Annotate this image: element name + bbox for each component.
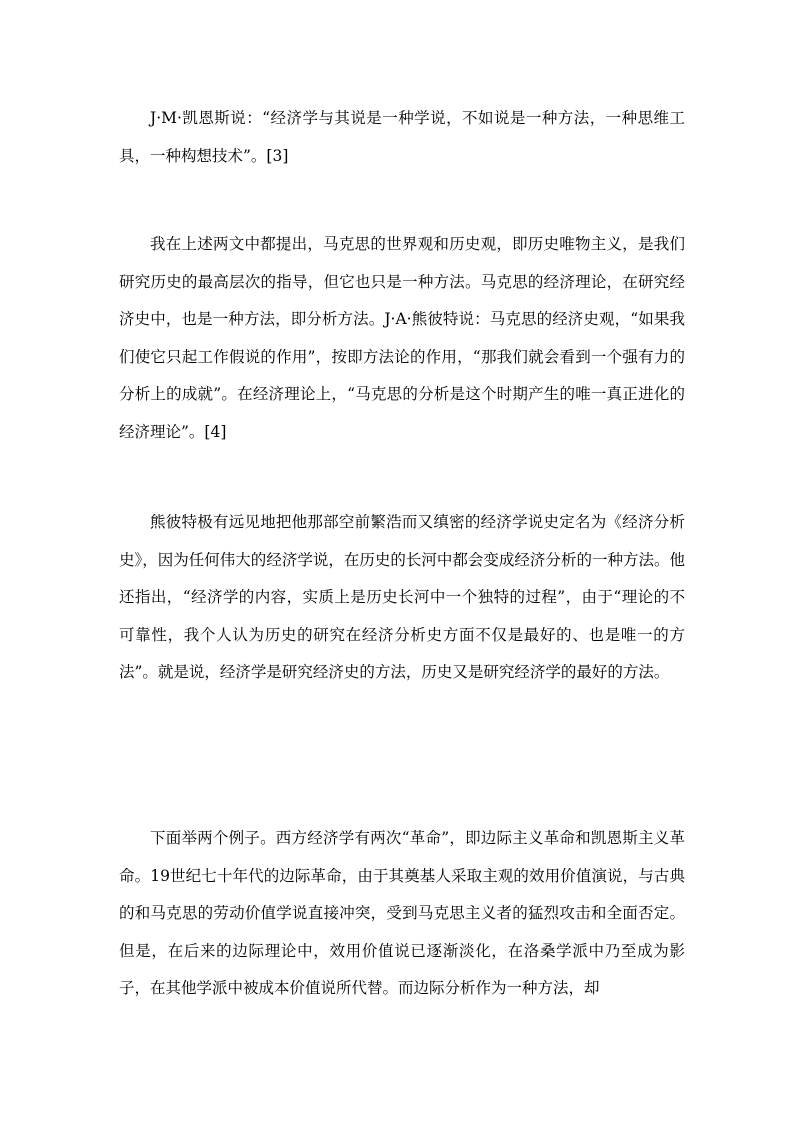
paragraph-two-revolutions: 下面举两个例子。西方经济学有两次“革命”，即边际主义革命和凯恩斯主义革命。19世纪七十年代的边际革命，由于其奠基人采取主观的效用价值演说，与古典的和马克思的劳动价值学说直接冲突，受到马克思主义者的猛烈攻击和全面否定。但是，在后来的边际理论中，效用价值说已逐渐淡化，在洛桑学派中乃至成为影子，在其他学派中被成本价值说所代替。而边际分析作为一种方法，却 — [119, 829, 685, 997]
paragraph-keynes-quote: J·M·凯恩斯说：“经济学与其说是一种学说，不如说是一种方法，一种思维工具，一种构想技术”。[3] — [119, 109, 685, 165]
paragraph-schumpeter-history: 熊彼特极有远见地把他那部空前繁浩而又缜密的经济学说史定名为《经济分析史》，因为任何伟大的经济学说，在历史的长河中都会变成经济分析的一种方法。他还指出，“经济学的内容，实质上是历史长河中一个独特的过程”，由于“理论的不可靠性，我个人认为历史的研究在经济分析史方面不仅是最好的、也是唯一的方法”。就是说，经济学是研究经济史的方法，历史又是研究经济学的最好的方法。 — [119, 513, 685, 681]
paragraph-marx-method: 我在上述两文中都提出，马克思的世界观和历史观，即历史唯物主义，是我们研究历史的最高层次的指导，但它也只是一种方法。马克思的经济理论，在研究经济史中，也是一种方法，即分析方法。J·A·熊彼特说：马克思的经济史观，“如果我们使它只起工作假说的作用”，按即方法论的作用，“那我们就会看到一个强有力的分析上的成就”。在经济理论上，“马克思的分析是这个时期产生的唯一真正进化的经济理论”。[4] — [119, 235, 685, 441]
